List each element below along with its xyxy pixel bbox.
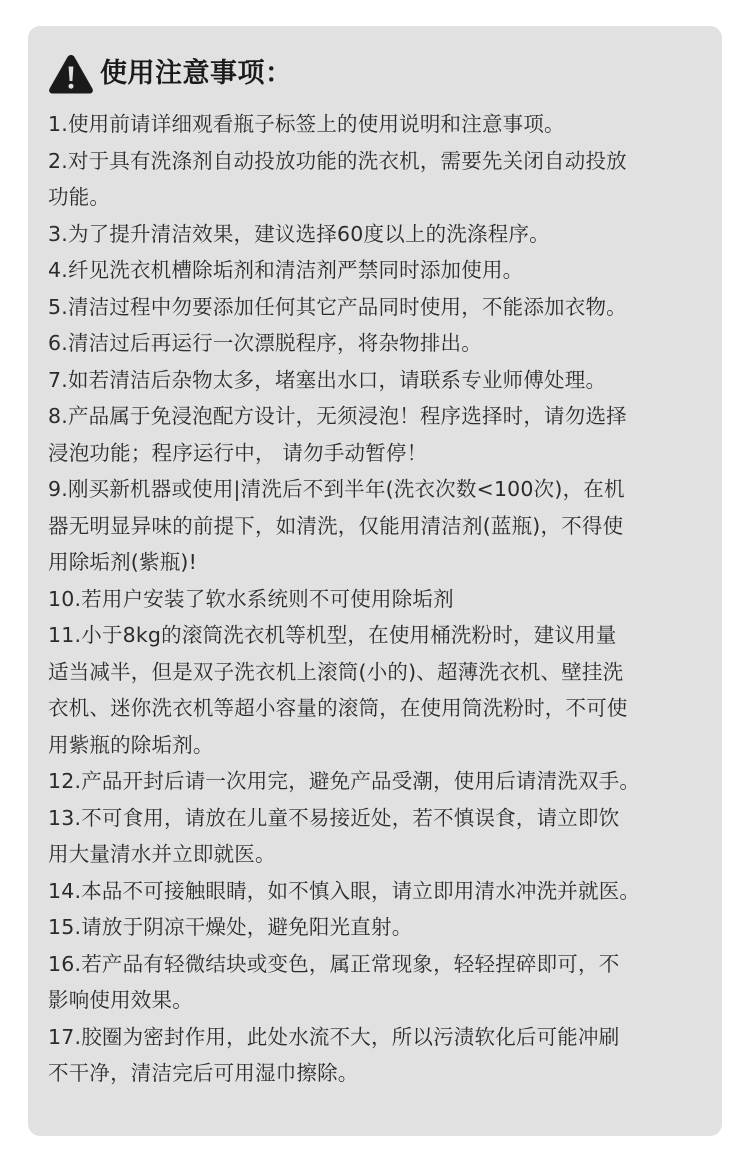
notice-list xyxy=(48,106,712,1092)
notice-item-2: 2.对于具有洗涤剂自动投放功能的洗衣机，需要先关闭自动投放 功能。 xyxy=(48,148,627,209)
notice-card xyxy=(28,26,722,1136)
notice-item-6: 6.清洁过后再运行一次漂脱程序，将杂物排出。 xyxy=(48,331,482,355)
notice-item-14: 14.本品不可接触眼睛，如不慎入眼，请立即用清水冲洗并就医。 xyxy=(48,878,641,903)
notice-item-12: 12.产品开封后请一次用完，避免产品受潮，使用后请清洗双手。 xyxy=(48,769,641,793)
notice-item-8: 8.产品属于免浸泡配方设计，无须浸泡！程序选择时，请勿选择 浸泡功能；程序运行中， 请勿手动暂停！ xyxy=(48,404,627,465)
notice-item-11: 11.小于8kg的滚筒洗衣机等机型，在使用桶洗粉时，建议用量 适当减半，但是双子洗衣机上滚筒(小的)、超薄洗衣机、壁挂洗 衣机、迷你洗衣机等超小容量的滚筒，在使用筒洗粉时，不可使 用紫瓶的除垢剂。 xyxy=(48,623,628,757)
notice-item-5: 5.清洁过程中勿要添加任何其它产品同时使用，不能添加衣物。 xyxy=(48,294,627,319)
notice-item-7: 7.如若清洁后杂物太多，堵塞出水口，请联系专业师傅处理。 xyxy=(48,367,607,392)
notice-item-13: 13.不可食用，请放在儿童不易接近处，若不慎误食，请立即饮 用大量清水并立即就医。 xyxy=(48,805,620,866)
notice-item-3: 3.为了提升清洁效果，建议选择60度以上的洗涤程序。 xyxy=(48,221,550,246)
notice-item-4: 4.纤见洗衣机槽除垢剂和清洁剂严禁同时添加使用。 xyxy=(48,258,524,282)
notice-item-10: 10.若用户安装了软水系统则不可使用除垢剂 xyxy=(48,586,454,611)
notice-title: 使用注意事项： xyxy=(100,58,293,89)
notice-item-1: 1.使用前请详细观看瓶子标签上的使用说明和注意事项。 xyxy=(48,112,565,136)
warning-triangle-icon xyxy=(48,53,94,95)
notice-header xyxy=(48,52,293,96)
notice-item-16: 16.若产品有轻微结块或变色，属正常现象，轻轻捏碎即可，不 影响使用效果。 xyxy=(48,951,620,1012)
notice-item-15: 15.请放于阴凉干燥处，避免阳光直射。 xyxy=(48,915,413,939)
notice-item-9: 9.刚买新机器或使用|清洗后不到半年(洗衣次数<100次)，在机 器无明显异味的前提下，如清洗，仅能用清洁剂(蓝瓶)，不得使 用除垢剂(紫瓶)! xyxy=(48,477,625,574)
notice-item-17: 17.胶圈为密封作用，此处水流不大，所以污渍软化后可能冲刷 不干净，清洁完后可用湿巾擦除。 xyxy=(48,1024,620,1085)
